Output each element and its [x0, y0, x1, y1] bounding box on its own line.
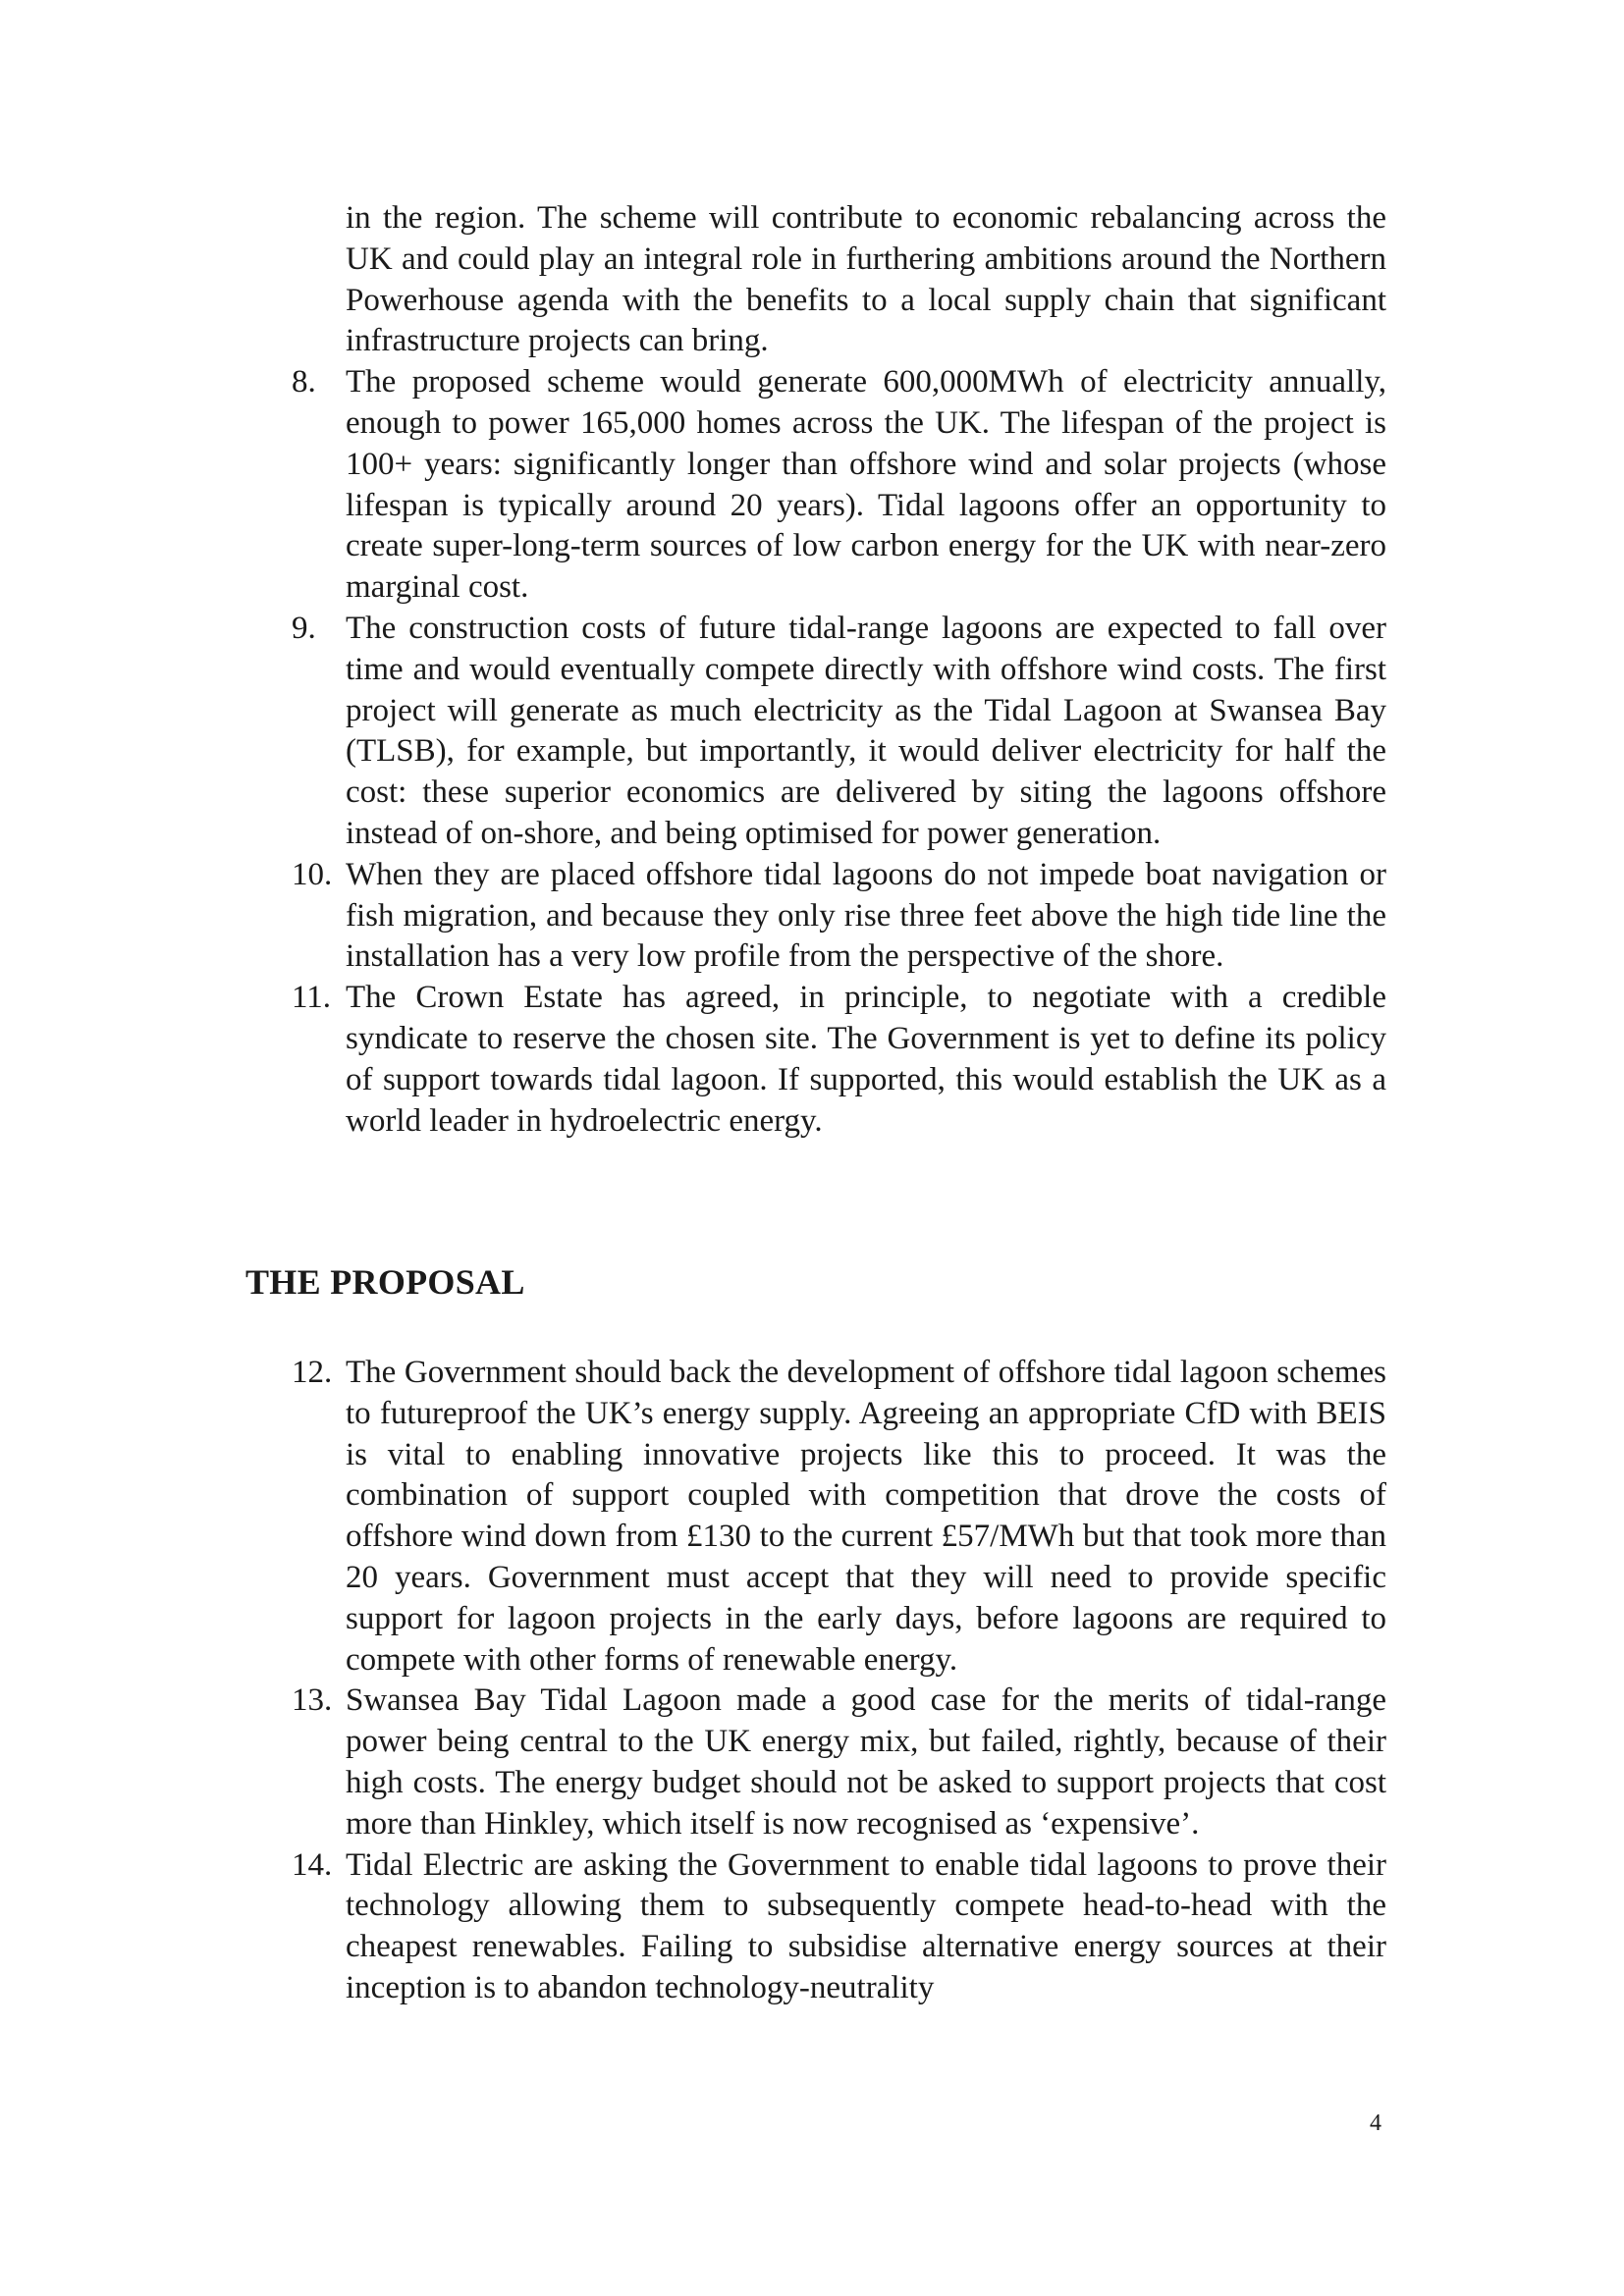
- list-item-text: Swansea Bay Tidal Lagoon made a good case for the merits of tidal-range power being central to the UK energy mix, but failed, rightly, because of their high costs. The energy budget should not be asked to support projects that cost more than Hinkley, which itself is now recognised as ‘expensive’.: [346, 1682, 1386, 1842]
- list-item-number: 12.: [292, 1355, 333, 1390]
- body-text-lower: [292, 1353, 1386, 2009]
- list-item-text: The Crown Estate has agreed, in principle, to negotiate with a credible syndicate to reserve the chosen site. The Government is yet to define its policy of support towards tidal lagoon. If supported, this would establish the UK as a world leader in hydroelectric energy.: [346, 980, 1386, 1139]
- list-item-number: 9.: [292, 610, 316, 646]
- list-item-number: 14.: [292, 1846, 333, 1883]
- list-item-text: Tidal Electric are asking the Government to enable tidal lagoons to prove their technology allowing them to subsequently compete head-to-head with the cheapest renewables. Failing to subsidise alternative energy sources at their inception is to abandon technology-neutrality: [346, 1846, 1386, 2005]
- list-item: [292, 1681, 1386, 1844]
- list-item-text: The Government should back the development of offshore tidal lagoon schemes to futureproof the UK’s energy supply. Agreeing an appropriate CfD with BEIS is vital to enabling innovative projects like this to proceed. It was the combination of support coupled with competition that drove the costs of offshore wind down from £130 to the current £57/MWh but that took more than 20 years. Government must accept that they will need to provide specific support for lagoon projects in the early days, before lagoons are required to compete with other forms of renewable energy.: [346, 1355, 1386, 1678]
- list-item-text: The construction costs of future tidal-range lagoons are expected to fall over time and would eventually compete directly with offshore wind costs. The first project will generate as much electricity as the Tidal Lagoon at Swansea Bay (TLSB), for example, but importantly, it would deliver electricity for half the cost: these superior economics are delivered by siting the lagoons offshore instead of on-shore, and being optimised for power generation.: [346, 610, 1386, 851]
- list-item: [292, 1845, 1386, 2009]
- list-item-number: 11.: [292, 980, 332, 1016]
- continuation-paragraph: [346, 198, 1386, 362]
- list-item-text: When they are placed offshore tidal lagoons do not impede boat navigation or fish migration, and because they only rise three feet above the high tide line the installation has a very low profile from the perspective of the shore.: [346, 856, 1386, 975]
- list-item: [292, 978, 1386, 1142]
- list-item: [292, 1353, 1386, 1681]
- list-item-number: 8.: [292, 364, 316, 400]
- list-item-number: 10.: [292, 856, 333, 892]
- list-item-text: The proposed scheme would generate 600,000MWh of electricity annually, enough to power 165,000 homes across the UK. The lifespan of the project is 100+ years: significantly longer than offshore wind and solar projects (whose lifespan is typically around 20 years). Tidal lagoons offer an opportunity to create super-long-term sources of low carbon energy for the UK with near-zero marginal cost.: [346, 364, 1386, 606]
- list-item: [292, 609, 1386, 855]
- list-item: [292, 855, 1386, 978]
- list-item-number: 13.: [292, 1682, 333, 1719]
- section-heading: THE PROPOSAL: [245, 1262, 525, 1302]
- page-number: 4: [1370, 2110, 1381, 2136]
- paragraph-text: in the region. The scheme will contribute to economic rebalancing across the UK and could play an integral role in furthering ambitions around the Northern Powerhouse agenda with the benefits to a local supply chain that significant infrastructure projects can bring.: [346, 200, 1386, 359]
- body-text-upper: [292, 198, 1386, 1142]
- list-item: [292, 362, 1386, 609]
